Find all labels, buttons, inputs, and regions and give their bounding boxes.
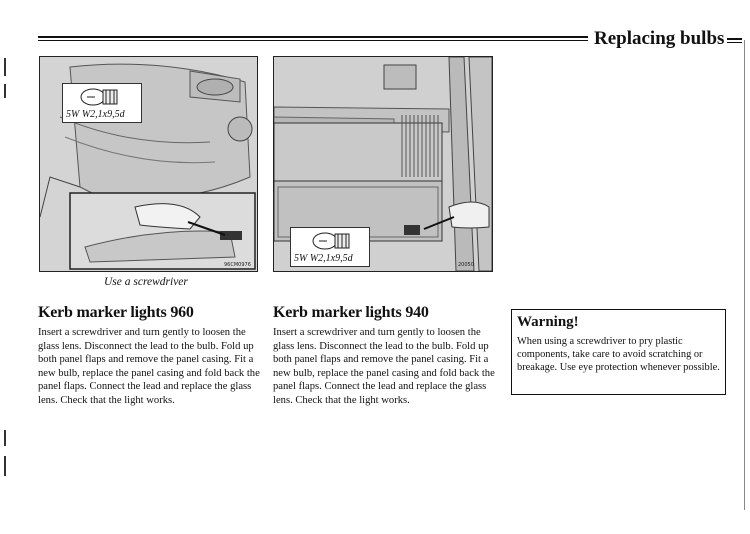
figure-door-960 xyxy=(39,56,258,272)
bulb-spec-label: 5W W2,1x9,5d xyxy=(294,253,353,264)
figure-code: 96CM0976 xyxy=(224,262,251,268)
section-title-940: Kerb marker lights 940 xyxy=(273,304,429,321)
bulb-spec-box xyxy=(290,227,370,267)
header-rule-top xyxy=(38,36,588,38)
figure-caption: Use a screwdriver xyxy=(104,276,188,288)
binding-mark xyxy=(4,456,6,476)
page-edge-right xyxy=(744,40,745,510)
section-body-940: Insert a screwdriver and turn gently to loosen the glass lens. Disconnect the lead to the bulb. Fold up both panel flaps and remove the panel casing. Fit a new bulb, replace the panel casing and fold back the panel flaps. Connect the lead and replace the glass lens. Check that the light works. xyxy=(273,327,495,406)
bulb-icon xyxy=(291,228,369,254)
figure-door-940 xyxy=(273,56,493,272)
header-rule-right-top xyxy=(727,38,742,40)
bulb-spec-label: 5W W2,1x9,5d xyxy=(66,109,125,120)
section-body-960: Insert a screwdriver and turn gently to loosen the glass lens. Disconnect the lead to the bulb. Fold up both panel flaps and remove the panel casing. Fit a new bulb, replace the panel casing and fold back the panel flaps. Connect the lead and replace the glass lens. Check that the light works. xyxy=(38,327,260,406)
page-title: Replacing bulbs xyxy=(594,28,725,49)
warning-title: Warning! xyxy=(517,314,579,330)
bulb-spec-box xyxy=(62,83,142,123)
warning-text: When using a screwdriver to pry plastic components, take care to avoid scratching or breakage. Use eye protection whenever possible. xyxy=(517,336,720,373)
warning-box xyxy=(511,309,726,395)
binding-mark xyxy=(4,430,6,446)
bulb-icon xyxy=(63,84,141,110)
figure-code: 20050 xyxy=(458,262,474,268)
header-rule-bottom xyxy=(38,40,588,41)
binding-mark xyxy=(4,84,6,98)
section-title-960: Kerb marker lights 960 xyxy=(38,304,194,321)
binding-mark xyxy=(4,58,6,76)
header-rule-right-bottom xyxy=(727,42,742,43)
